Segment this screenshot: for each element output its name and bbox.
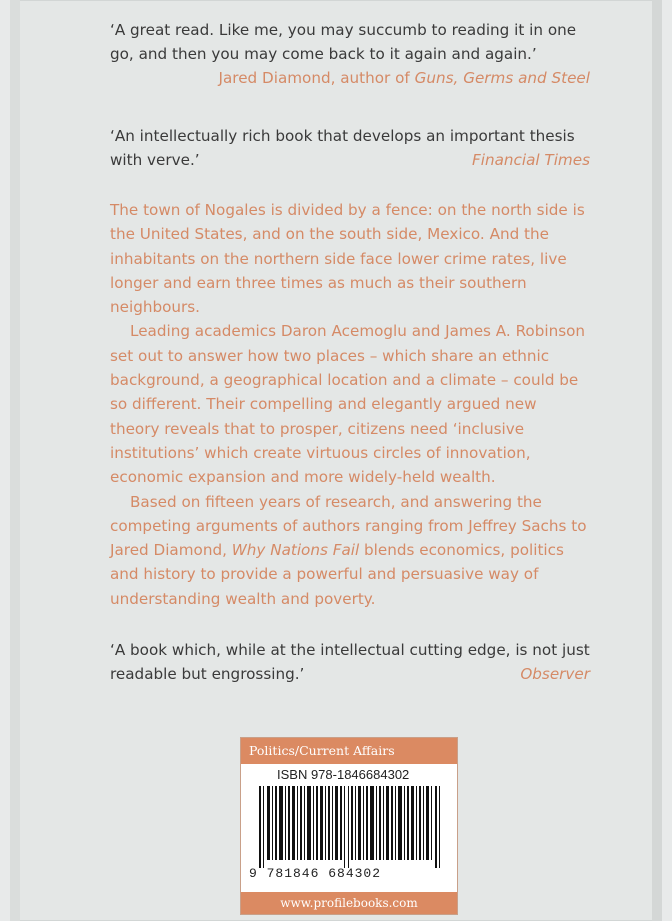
back-cover (10, 0, 662, 921)
quote-attribution: Financial Times (472, 151, 590, 169)
quote-attribution: Jared Diamond, author of Guns, Germs and Steel (218, 69, 590, 87)
barcode-image (259, 786, 445, 868)
category-label: Politics/Current Affairs (241, 738, 457, 764)
cover-right-edge (652, 0, 662, 921)
isbn-text: ISBN 978-1846684302 (277, 767, 410, 782)
review-quote-diamond (110, 18, 590, 90)
barcode-panel (240, 737, 458, 915)
book-description (110, 198, 590, 611)
publisher-website-link[interactable]: www.profilebooks.com (241, 892, 457, 914)
quote-text: ‘A book which, while at the intellectual cutting edge, is not just readable but engrossing.’ (110, 641, 590, 683)
review-quote-financial-times (110, 124, 590, 172)
barcode-digits: 9 781846 684302 (249, 866, 382, 881)
description-paragraph-3: Based on fifteen years of research, and answering the competing arguments of authors ranging from Jeffrey Sachs to Jared Diamond, Why Nations Fail blends economics, politics and history to provide a powerful and persuasive way of understanding wealth and poverty. (110, 492, 587, 608)
description-paragraph-2: Leading academics Daron Acemoglu and James A. Robinson set out to answer how two places – which share an ethnic background, a geographical location and a climate – could be so different. Their compelling and elegantly argued new theory reveals that to prosper, citizens need ‘inclusive institutions’ which create virtuous circles of innovation, economic expansion and more widely-held wealth. (110, 322, 586, 487)
review-quote-observer (110, 638, 590, 686)
quote-text: ‘An intellectually rich book that develops an important thesis with verve.’ (110, 127, 575, 169)
description-paragraph-1: The town of Nogales is divided by a fence: on the north side is the United States, and on the south side, Mexico. And the inhabitants on the northern side face lower crime rates, live longer and earn three times as much as their southern neighbours. (110, 201, 585, 317)
quote-attribution: Observer (520, 665, 590, 683)
quote-text: ‘A great read. Like me, you may succumb to reading it in one go, and then you may come back to it again and again.’ (110, 21, 577, 63)
cover-left-edge (10, 0, 20, 921)
